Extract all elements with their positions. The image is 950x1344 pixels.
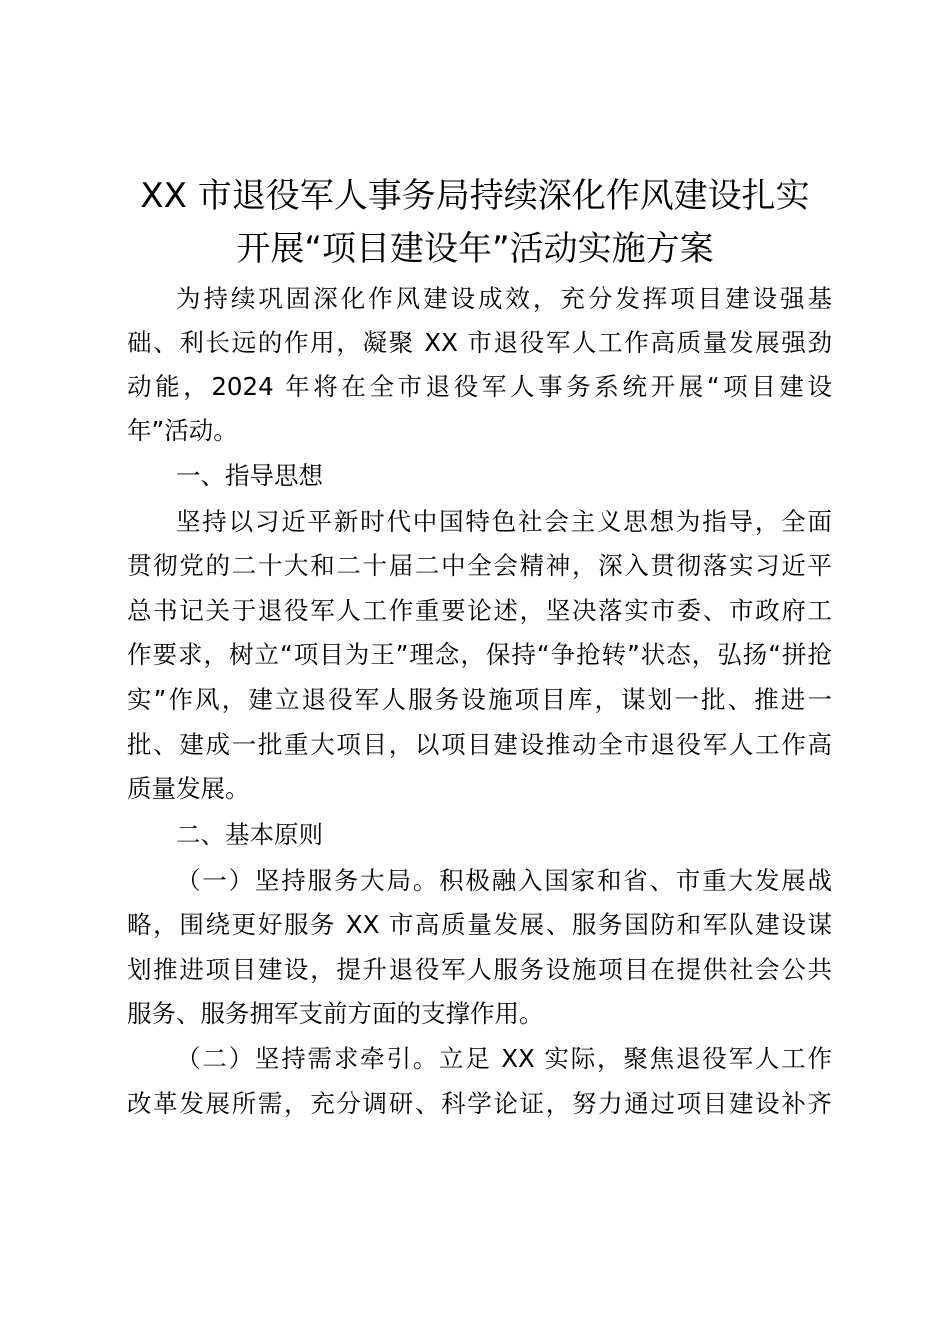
section-heading: 二、基本原则 xyxy=(176,820,323,849)
document-title-line-1: XX 市退役军人事务局持续深化作风建设扎实 xyxy=(140,176,810,216)
paragraph-guiding-line: 批、建成一批重大项目，以项目建设推动全市退役军人工作高 xyxy=(127,730,832,759)
paragraph-principle-line: 改革发展所需，充分调研、科学论证，努力通过项目建设补齐 xyxy=(127,1089,832,1118)
paragraph-intro-line: 动能，2024 年将在全市退役军人事务系统开展“项目建设 xyxy=(127,372,832,401)
paragraph-guiding-line: 总书记关于退役军人工作重要论述，坚决落实市委、市政府工 xyxy=(127,596,832,625)
paragraph-guiding-line: 作要求，树立“项目为王”理念，保持“争抢转”状态，弘扬“拼抢 xyxy=(127,640,832,669)
paragraph-intro-line: 础、利长远的作用，凝聚 XX 市退役军人工作高质量发展强劲 xyxy=(127,328,832,357)
paragraph-principle-line: 服务、服务拥军支前方面的支撑作用。 xyxy=(127,999,544,1028)
paragraph-guiding-line: 贯彻党的二十大和二十届二中全会精神，深入贯彻落实习近平 xyxy=(127,551,832,580)
paragraph-intro-line: 年”活动。 xyxy=(127,416,238,445)
paragraph-principle-line: （二）坚持需求牵引。立足 XX 实际，聚焦退役军人工作 xyxy=(176,1044,832,1073)
paragraph-principle-line: （一）坚持服务大局。积极融入国家和省、市重大发展战 xyxy=(176,866,832,895)
paragraph-guiding-line: 质量发展。 xyxy=(127,774,250,803)
paragraph-principle-line: 略，围绕更好服务 XX 市高质量发展、服务国防和军队建设谋 xyxy=(127,910,832,939)
section-heading: 一、指导思想 xyxy=(176,461,323,490)
document-title-line-2: 开展“项目建设年”活动实施方案 xyxy=(236,229,714,269)
paragraph-principle-line: 划推进项目建设，提升退役军人服务设施项目在提供社会公共 xyxy=(127,955,832,984)
paragraph-guiding-line: 坚持以习近平新时代中国特色社会主义思想为指导，全面 xyxy=(176,507,832,536)
paragraph-intro-line: 为持续巩固深化作风建设成效，充分发挥项目建设强基 xyxy=(176,284,832,313)
paragraph-guiding-line: 实”作风，建立退役军人服务设施项目库，谋划一批、推进一 xyxy=(127,685,832,714)
